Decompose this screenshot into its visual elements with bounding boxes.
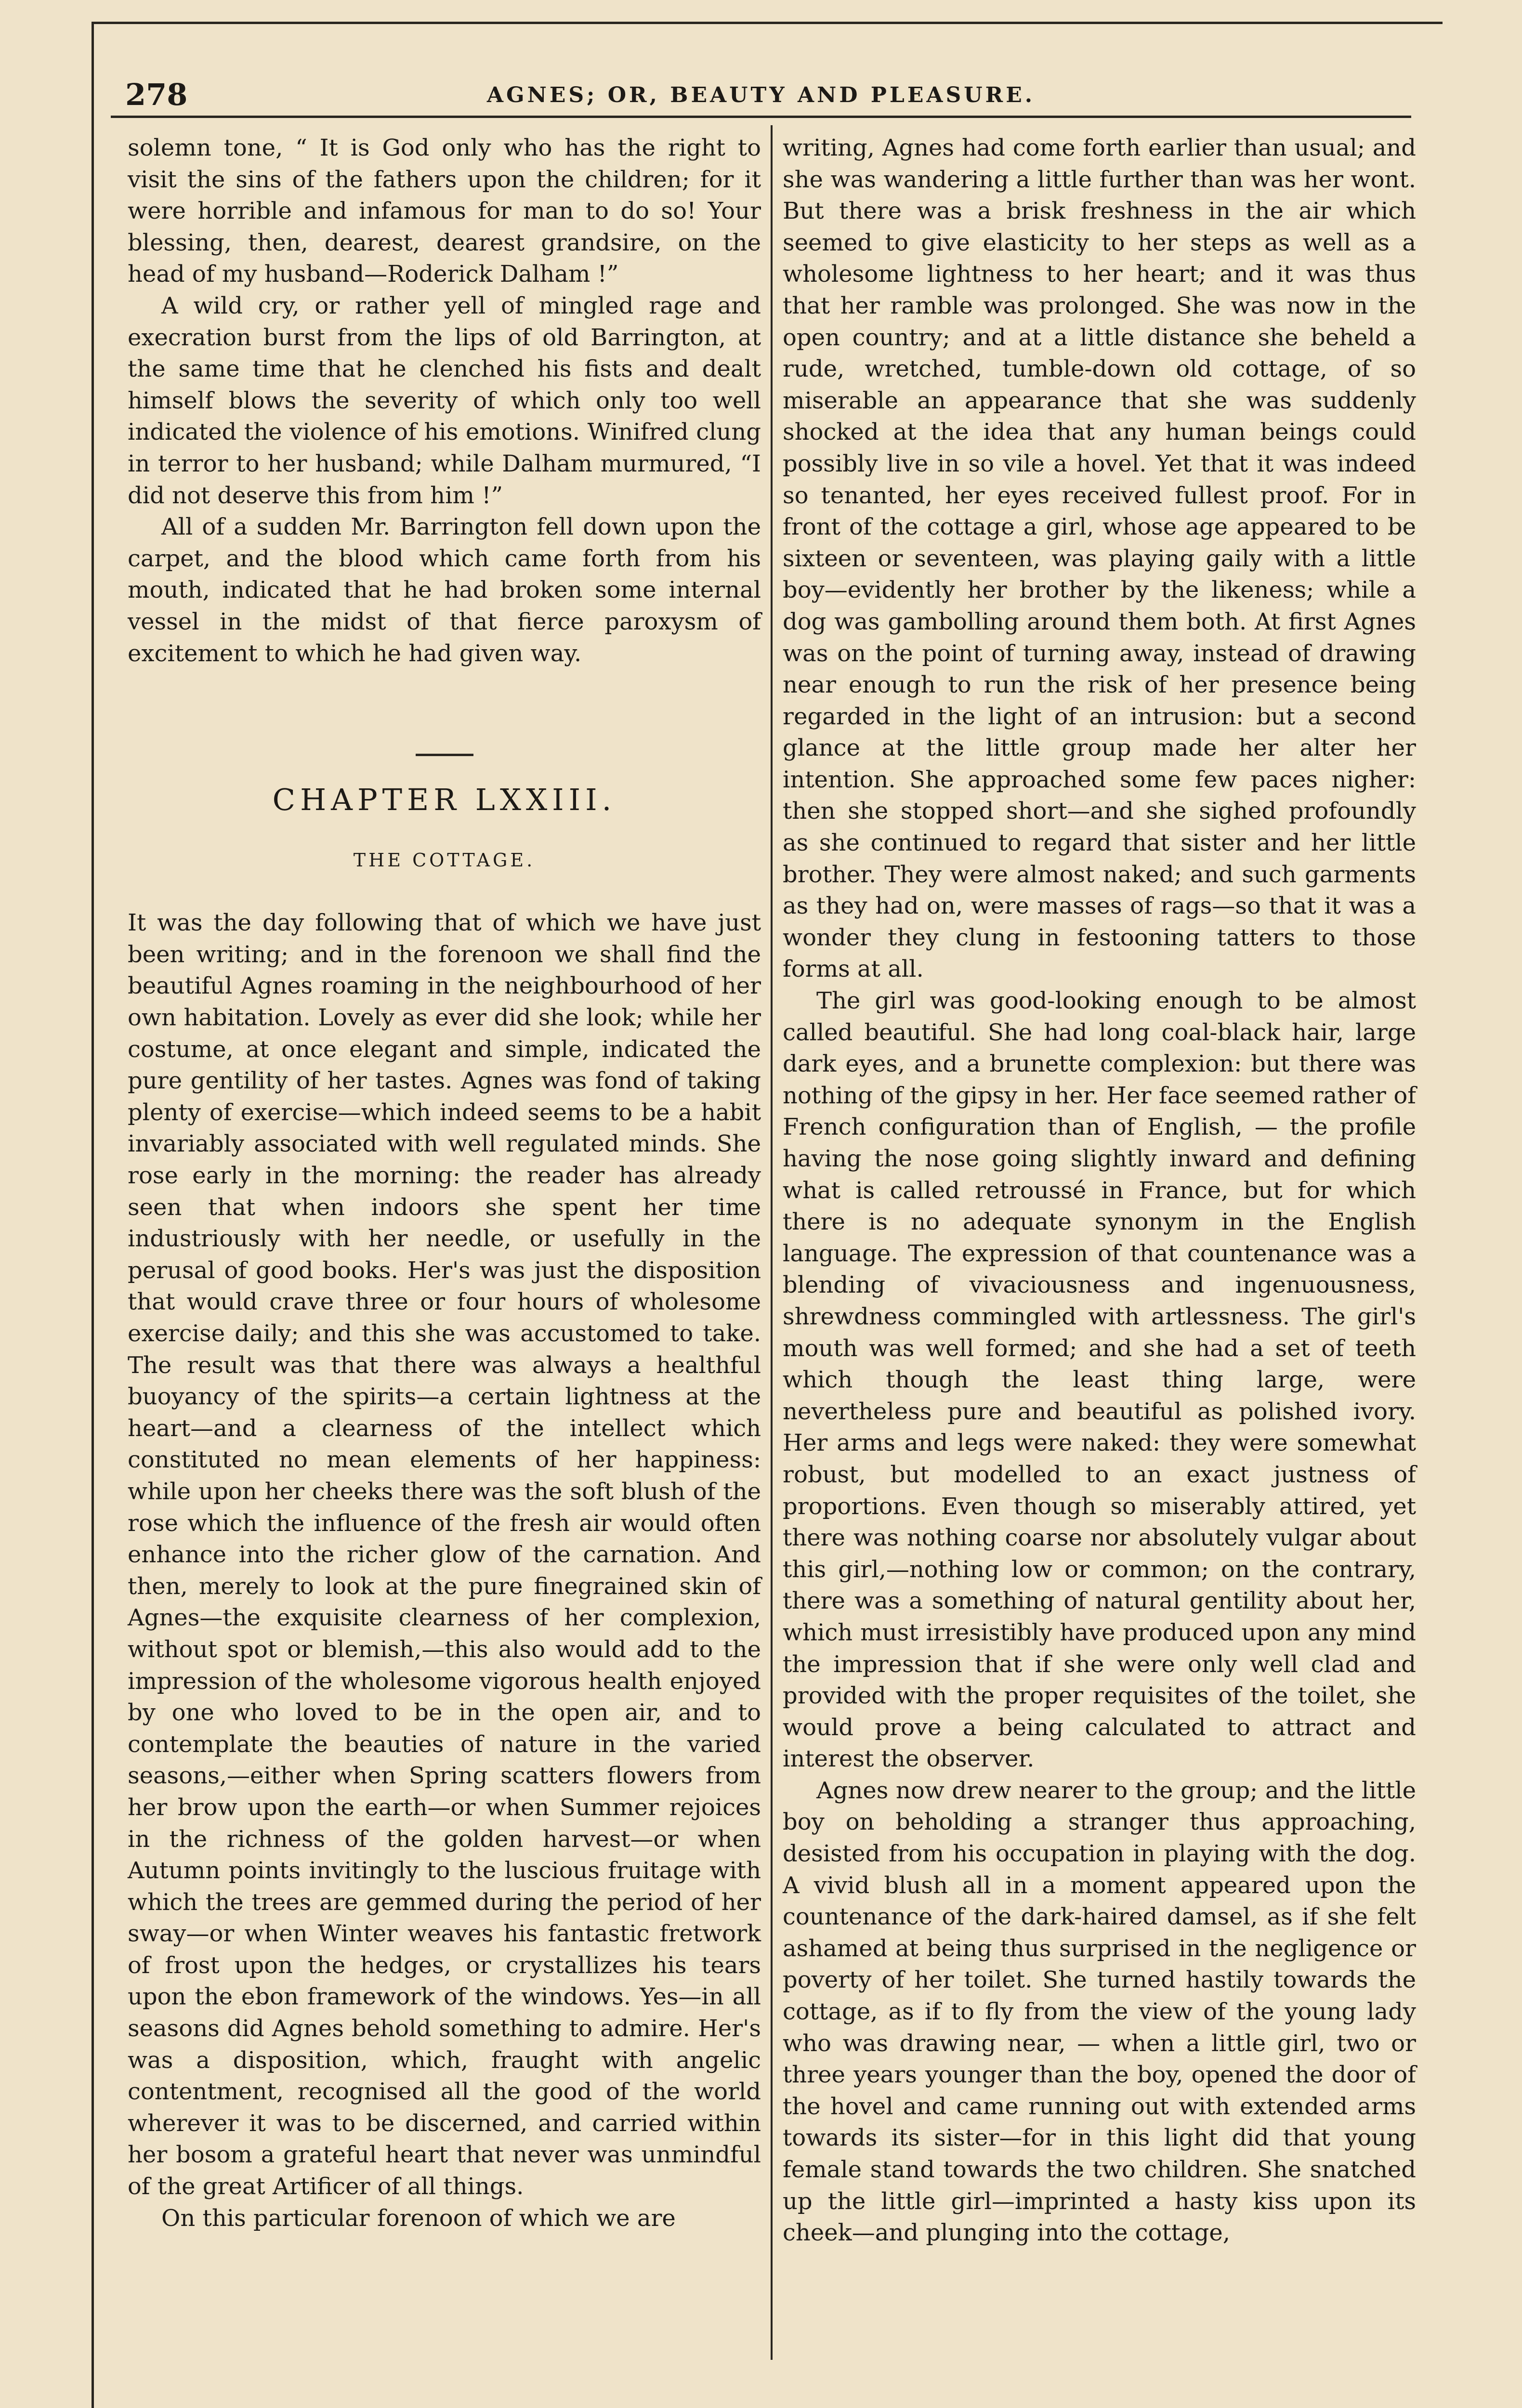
column-divider bbox=[771, 125, 773, 2360]
paragraph: The girl was good-looking enough to be almost called beautiful. She had long coal-black hair, large dark eyes, and a brunette complexion: but there was nothing of the gipsy in her. Her face seemed rather of French configuration than of English, — the profile having the nose going slightly inward and defining what is called retroussé in France, but for which there is no adequate synonym in the English language. The expression of that countenance was a blending of vivaciousness and ingenuousness, shrewdness commingled with artlessness. The girl's mouth was well formed; and she had a set of teeth which though the least thing large, were nevertheless pure and beautiful as polished ivory. Her arms and legs were naked: they were somewhat robust, but modelled to an exact justness of proportions. Even though so miserably attired, yet there was nothing coarse nor absolutely vulgar about this girl,—nothing low or common; on the contrary, there was a something of natural gentility about her, which must irresistibly have produced upon any mind the impression that if she were only well clad and provided with the proper requisites of the toilet, she would prove a being calculated to attract and interest the observer. bbox=[783, 987, 1416, 1773]
page-header bbox=[111, 72, 1411, 118]
chapter-title: CHAPTER LXXIII. bbox=[272, 782, 617, 818]
chapter-rule bbox=[416, 754, 473, 756]
paragraph: A wild cry, or rather yell of mingled rage and execration burst from the lips of old Barrington, at the same time that he clenched his fists and dealt himself blows the severity of which only too well indicated the violence of his emotions. Winifred clung in terror to her husband; while Dalham murmured, “I did not deserve this from him !” bbox=[128, 292, 761, 509]
paragraph: writing, Agnes had come forth earlier than usual; and she was wandering a little further than was her wont. But there was a brisk freshness in the air which seemed to give elasticity to her steps as well as a wholesome lightness to her heart; and it was thus that her ramble was prolonged. She was now in the open country; and at a little distance she beheld a rude, wretched, tumble-down old cottage, of so miserable an appearance that she was suddenly shocked at the idea that any human beings could possibly live in so vile a hovel. Yet that it was indeed so tenanted, her eyes received fullest proof. For in front of the cottage a girl, whose age appeared to be sixteen or seventeen, was playing gaily with a little boy—evidently her brother by the likeness; while a dog was gambolling around them both. At first Agnes was on the point of turning away, instead of drawing near enough to run the risk of her presence being regarded in the light of an intrusion: but a second glance at the little group made her alter her intention. She approached some few paces nigher: then she stopped short—and she sighed profoundly as she continued to regard that sister and her little brother. They were almost naked; and such garments as they had on, were masses of rags—so that it was a wonder they clung in festooning tatters to those forms at all. bbox=[783, 134, 1416, 983]
paragraph: All of a sudden Mr. Barrington fell down upon the carpet, and the blood which came forth from his mouth, indicated that he had broken some internal vessel in the midst of that fierce paroxysm of excitement to which he had given way. bbox=[128, 513, 761, 667]
paragraph: It was the day following that of which we have just been writing; and in the forenoon we shall find the beautiful Agnes roaming in the neighbourhood of her own habitation. Lovely as ever did she look; while her costume, at once elegant and simple, indicated the pure gentility of her tastes. Agnes was fond of taking plenty of exercise—which indeed seems to be a habit invariably associated with well regulated minds. She rose early in the morning: the reader has already seen that when indoors she spent her time industriously with her needle, or usefully in the perusal of good books. Her's was just the disposition that would crave three or four hours of wholesome exercise daily; and this she was accustomed to take. The result was that there was always a healthful buoyancy of the spirits—a certain lightness at the heart—and a clearness of the intellect which constituted no mean elements of her happiness: while upon her cheeks there was the soft blush of the rose which the influence of the fresh air would often enhance into the richer glow of the carnation. And then, merely to look at the pure finegrained skin of Agnes—the exquisite clearness of her complexion, without spot or blemish,—this also would add to the impression of the wholesome vigorous health enjoyed by one who loved to be in the open air, and to contemplate the beauties of nature in the varied seasons,—either when Spring scatters flowers from her brow upon the earth—or when Summer rejoices in the richness of the golden harvest—or when Autumn points invitingly to the luscious fruitage with which the trees are gemmed during the period of her sway—or when Winter weaves his fantastic fretwork of frost upon the hedges, or crystallizes his tears upon the ebon framework of the windows. Yes—in all seasons did Agnes behold something to admire. Her's was a disposition, which, fraught with angelic contentment, recognised all the good of the world wherever it was to be discerned, and carried within her bosom a grateful heart that never was unmindful of the great Artificer of all things. bbox=[128, 909, 761, 2200]
running-title: AGNES; OR, BEAUTY AND PLEASURE. bbox=[486, 83, 1036, 107]
left-column bbox=[128, 132, 761, 2234]
page-number: 278 bbox=[125, 77, 188, 112]
paragraph: Agnes now drew nearer to the group; and the little boy on beholding a stranger thus approaching, desisted from his occupation in playing with the dog. A vivid blush all in a moment appeared upon the countenance of the dark-haired damsel, as if she felt ashamed at being thus surprised in the negligence or poverty of her toilet. She turned hastily towards the cottage, as if to fly from the view of the young lady who was drawing near, — when a little girl, two or three years younger than the boy, opened the door of the hovel and came running out with extended arms towards its sister—for in this light did that young female stand towards the two children. She snatched up the little girl—imprinted a hasty kiss upon its cheek—and plunging into the cottage, bbox=[783, 1777, 1416, 2247]
right-column bbox=[783, 132, 1416, 2249]
paragraph: solemn tone, “ It is God only who has the right to visit the sins of the fathers upon the children; for it were horrible and infamous for man to do so! Your blessing, then, dearest, dearest grandsire, on the head of my husband—Roderick Dalham !” bbox=[128, 134, 761, 288]
paragraph: On this particular forenoon of which we are bbox=[161, 2204, 676, 2232]
chapter-subtitle: THE COTTAGE. bbox=[353, 849, 536, 871]
